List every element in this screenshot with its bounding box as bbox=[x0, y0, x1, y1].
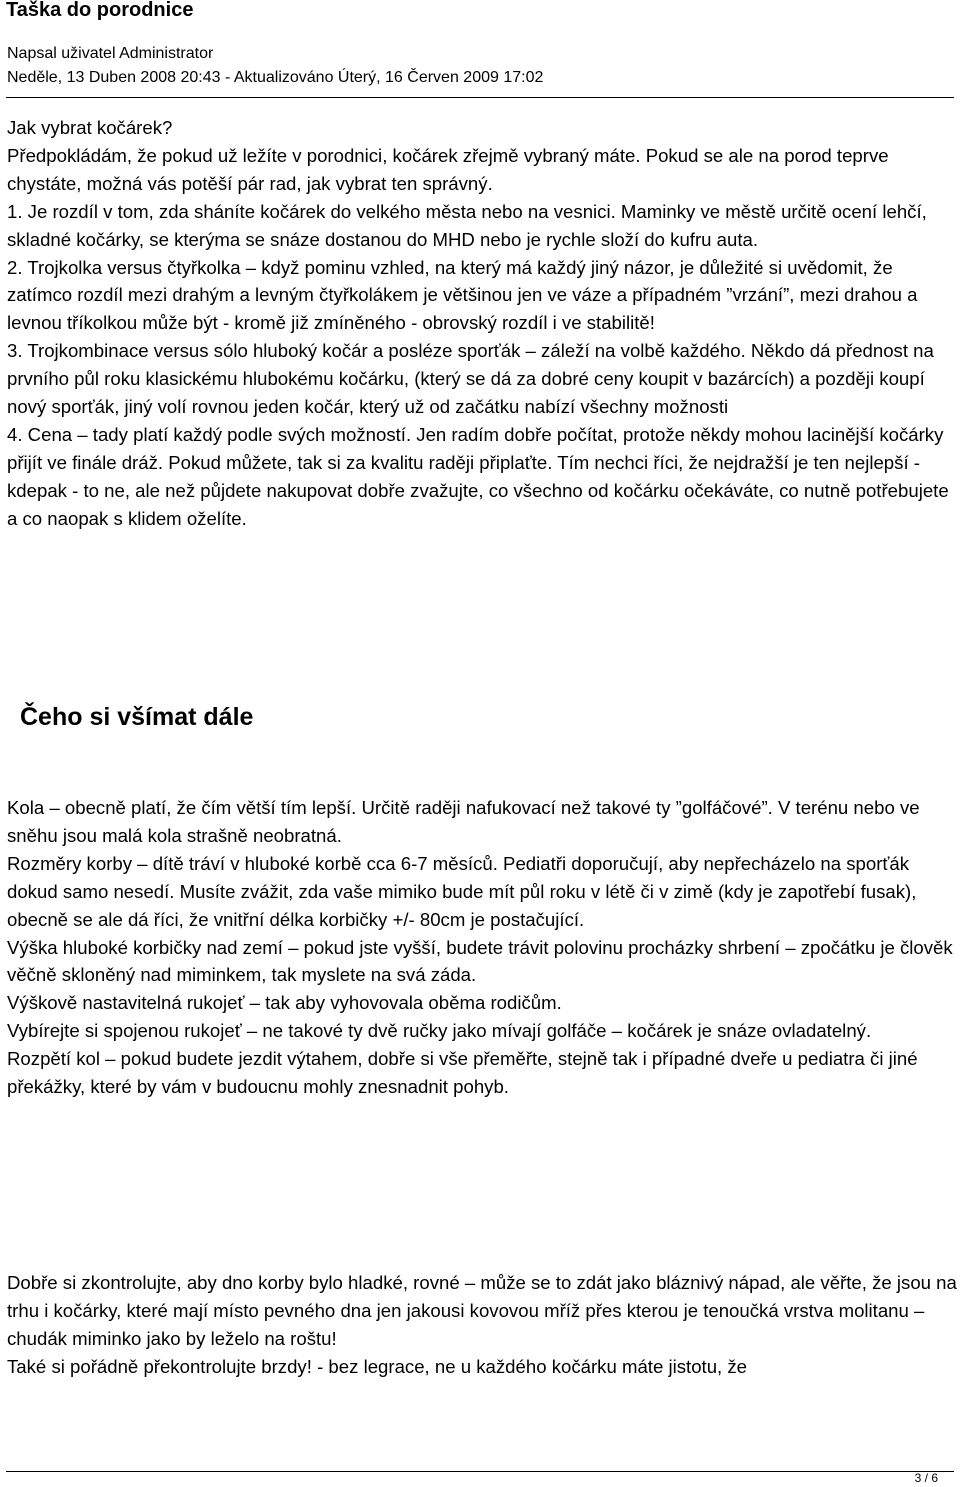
tip-city-vs-village: 1. Je rozdíl v tom, zda sháníte kočárek do velkého města nebo na vesnici. Maminky ve městě určitě ocení lehčí, skladné kočárky, se kterýma se snáze dostanou do MHD nebo je rychle složí do kufru auta. bbox=[7, 200, 927, 250]
section-heading: Čeho si všímat dále bbox=[20, 703, 254, 731]
date-line: Neděle, 13 Duben 2008 20:43 - Aktualizováno Úterý, 16 Červen 2009 17:02 bbox=[7, 69, 544, 86]
article-title: Taška do porodnice bbox=[6, 0, 194, 21]
detail-joined-handle: Vybírejte si spojenou rukojeť – ne takové ty dvě ručky jako mívají golfáče – kočárek je snáze ovladatelný. bbox=[7, 1020, 872, 1042]
footer-divider bbox=[6, 1471, 954, 1472]
detail-body-height: Výška hluboké korbičky nad zemí – pokud jste vyšší, budete trávit polovinu procházky shrbení – zpočátku je člověk věčně skloněný nad miminkem, tak myslete na svá záda. bbox=[7, 936, 953, 986]
author-line: Napsal uživatel Administrator bbox=[7, 45, 214, 62]
tip-three-vs-four-wheels: 2. Trojkolka versus čtyřkolka – když pominu vzhled, na který má každý jiný názor, je důležité si uvědomit, že zatímco rozdíl mezi drahým a levným čtyřkolákem je většinou jen ve váze a případném ”vrzání”, mezi drahou a levnou tříkolkou může být - kromě již zmíněného - obrovský rozdíl i ve stabilitě! bbox=[7, 256, 918, 334]
intro-question: Jak vybrat kočárek? bbox=[7, 117, 173, 138]
closing-section bbox=[7, 1269, 957, 1381]
intro-paragraph: Předpokládám, že pokud už ležíte v porodnici, kočárek zřejmě vybraný máte. Pokud se ale na porod teprve chystáte, možná vás potěší pár rad, jak vybrat ten správný. bbox=[7, 144, 889, 194]
tip-combination-vs-solo: 3. Trojkombinace versus sólo hluboký kočár a posléze sporťák – záleží na volbě každého. Někdo dá přednost na prvního půl roku klasickému hlubokému kočárku, (který se dá za dobré ceny koupit v bazárcích) a později koupí nový sporťák, jiný volí rovnou jeden kočár, který už od začátku nabízí všechny možnosti bbox=[7, 340, 934, 418]
closing-brakes: Také si pořádně překontrolujte brzdy! - bez legrace, ne u každého kočárku máte jistotu, že bbox=[7, 1355, 748, 1377]
detail-wheels: Kola – obecně platí, že čím větší tím lepší. Určitě raději nafukovací než takové ty ”golfáčové”. V terénu nebo ve sněhu jsou malá kola strašně neobratná. bbox=[7, 797, 920, 846]
header-divider bbox=[6, 97, 954, 98]
tip-price: 4. Cena – tady platí každý podle svých možností. Jen radím dobře počítat, protože někdy mohou lacinější kočárky přijít ve finále dráž. Pokud můžete, tak si za kvalitu raději připlaťte. Tím nechci říci, že nejdražší je ten nejlepší - kdepak - to ne, ale než půjdete nakupovat dobře zvažujte, co všechno od kočárku očekáváte, co nutně potřebujete a co naopak s klidem oželíte. bbox=[7, 423, 949, 529]
detail-wheel-span: Rozpětí kol – pokud budete jezdit výtahem, dobře si vše přeměřte, stejně tak i případné dveře u pediatra či jiné překážky, které by vám v budoucnu mohly znesnadnit pohyb. bbox=[7, 1048, 918, 1098]
page-number: 3 / 6 bbox=[914, 1471, 938, 1485]
details-section bbox=[7, 794, 957, 1101]
detail-adjustable-handle: Výškově nastavitelná rukojeť – tak aby vyhovovala oběma rodičům. bbox=[7, 992, 562, 1014]
intro-section bbox=[7, 114, 957, 533]
closing-body-floor: Dobře si zkontrolujte, aby dno korby bylo hladké, rovné – může se to zdát jako bláznivý nápad, ale věřte, že jsou na trhu i kočárky, které mají místo pevného dna jen jakousi kovovou mříž přes kterou je tenoučká vrstva molitanu – chudák miminko jako by leželo na roštu! bbox=[7, 1272, 957, 1349]
detail-body-size: Rozměry korby – dítě tráví v hluboké korbě cca 6-7 měsíců. Pediatři doporučují, aby nepřecházelo na sporťák dokud samo nesedí. Musíte zvážit, zda vaše mimiko bude mít půl roku v létě či v zimě (kdy je zapotřebí fusak), obecně se ale dá říci, že vnitřní délka korbičky +/- 80cm je postačující. bbox=[7, 852, 917, 930]
